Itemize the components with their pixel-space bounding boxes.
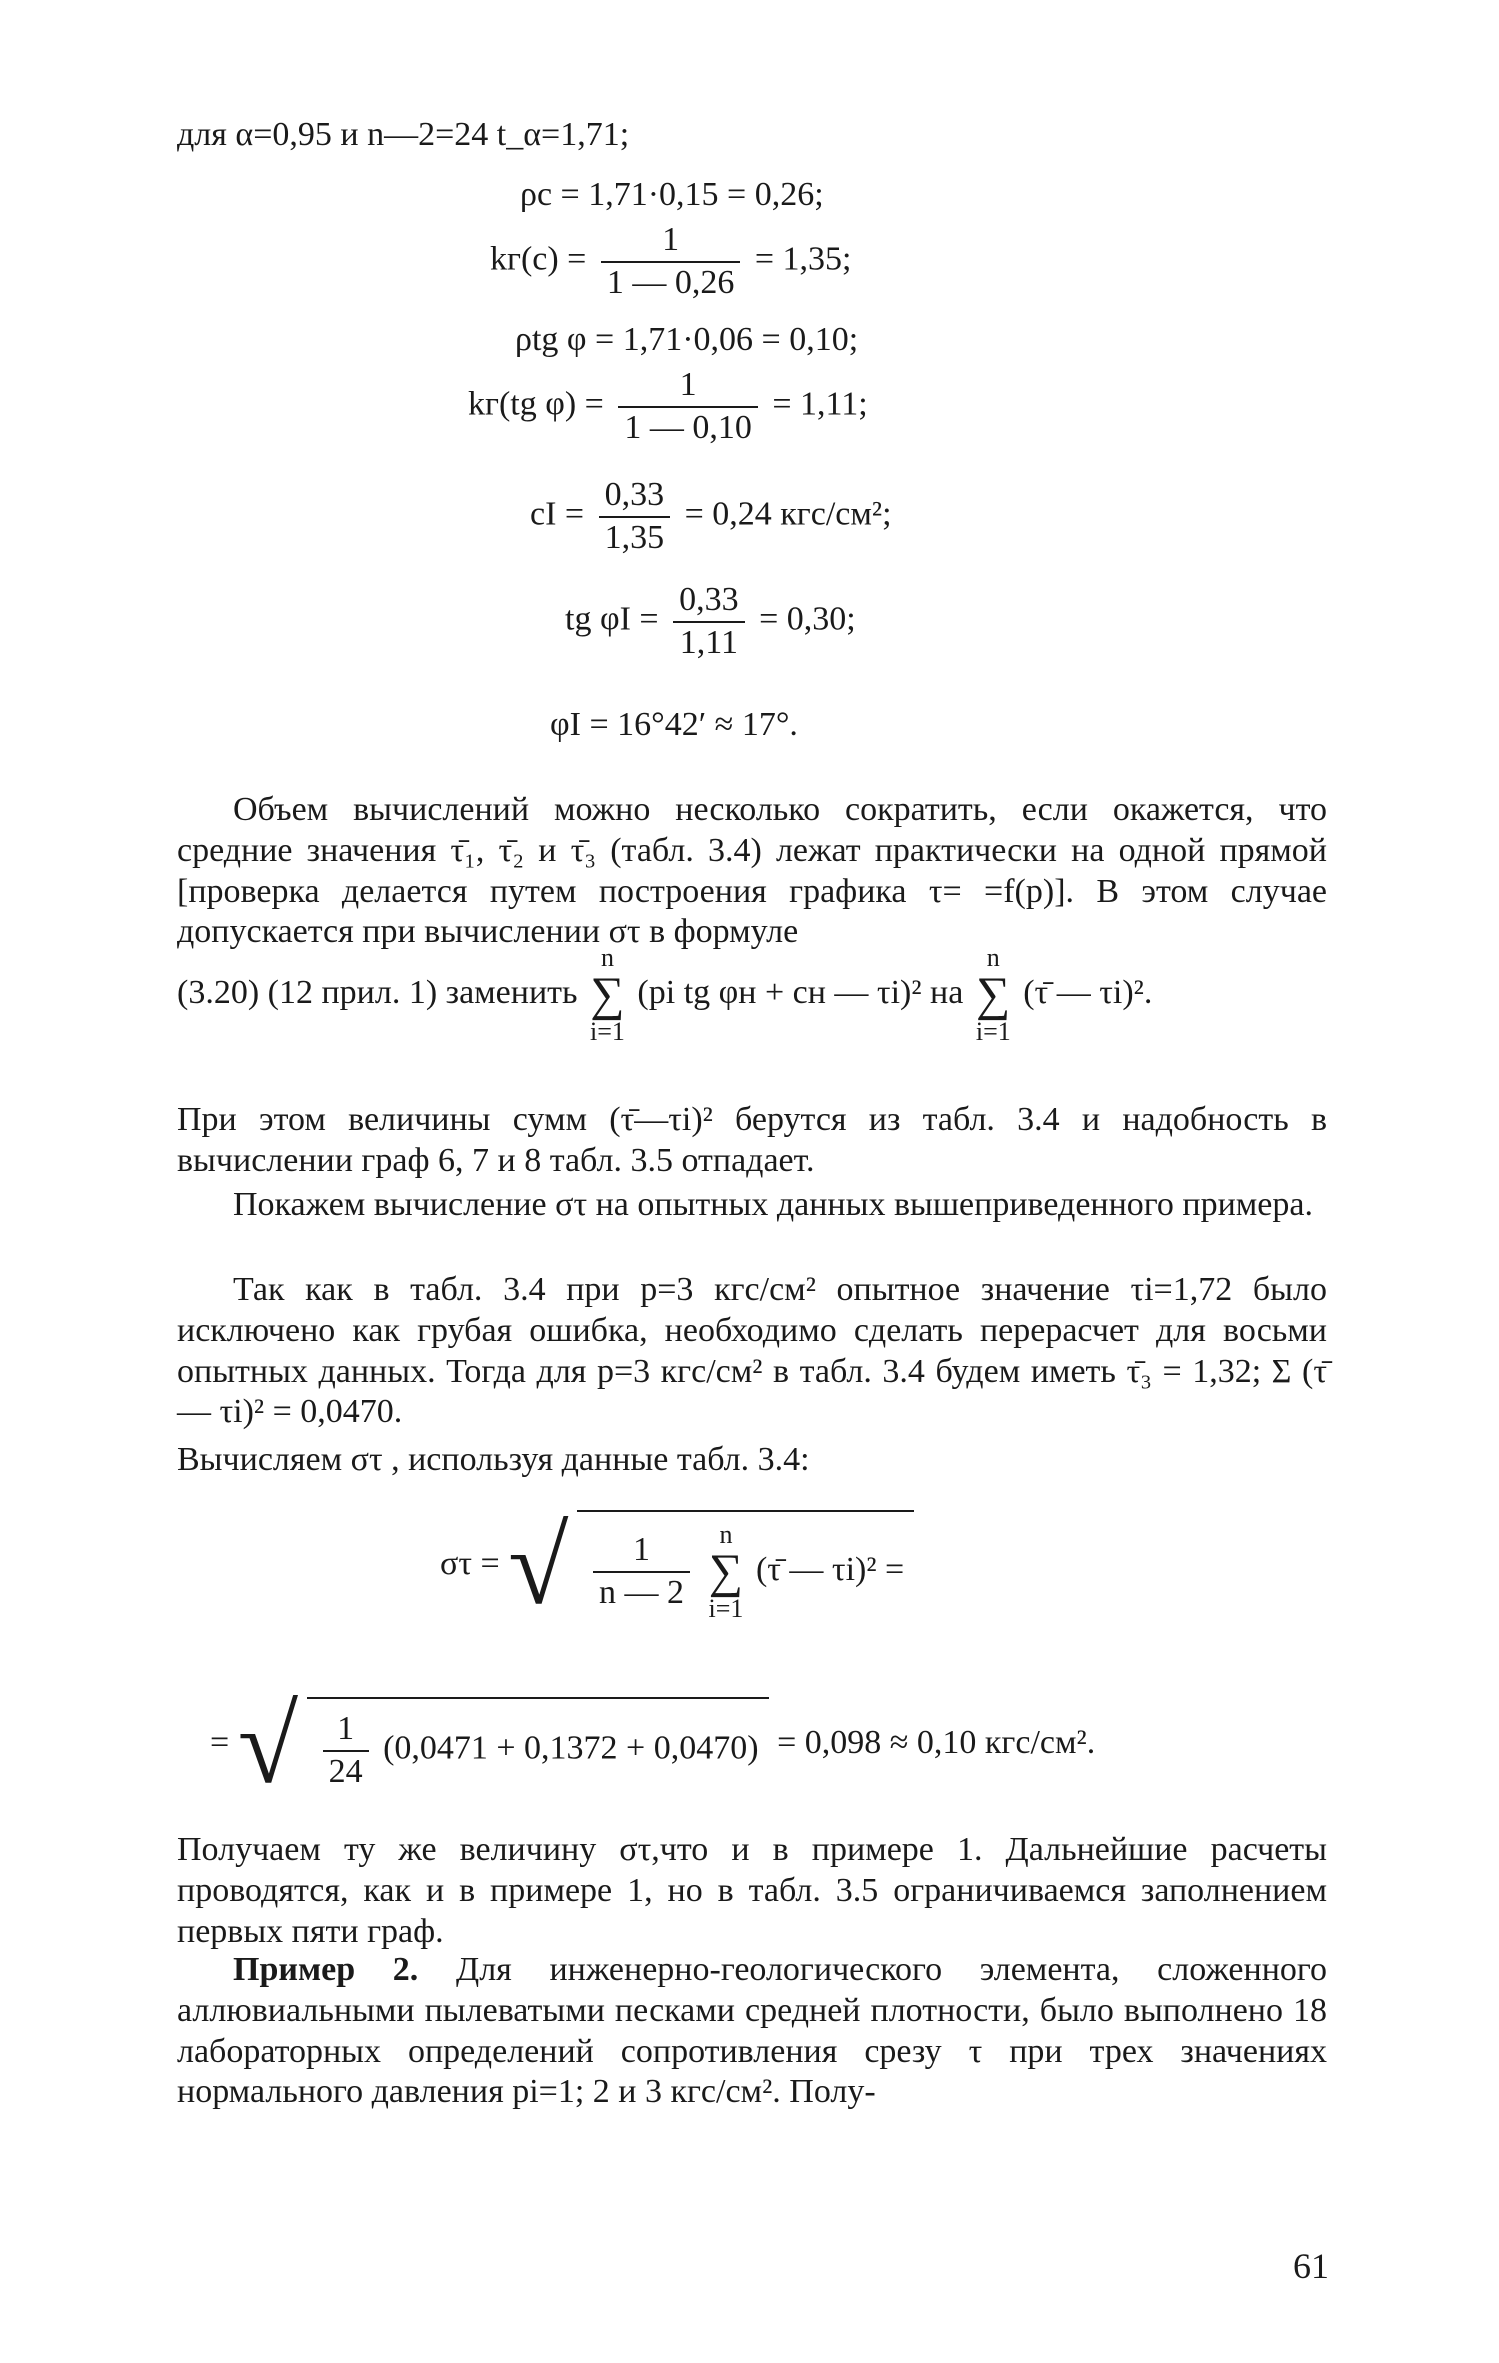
sqrt2-rhs: = 0,098 ≈ 0,10 кгс/см². (777, 1723, 1096, 1761)
sum-upper-limit: n (719, 1520, 733, 1549)
sqrt2-term: (0,0471 + 0,1372 + 0,0470) (383, 1729, 759, 1767)
sum-lower-limit: i=1 (975, 1017, 1011, 1046)
eq-lhs: tg φI = (565, 600, 659, 638)
header-line: для α=0,95 и n—2=24 t_α=1,71; (177, 116, 630, 153)
equation-k-tg (468, 365, 868, 449)
eq-rhs: = 0,24 кгс/см²; (684, 495, 892, 533)
sqrt1-term: (τ̄ — τi)² = (755, 1550, 905, 1588)
equation-c1 (530, 475, 892, 559)
equation-rho-c: ρc = 1,71·0,15 = 0,26; (520, 176, 824, 213)
equation-rho-tg: ρtg φ = 1,71·0,06 = 0,10; (515, 321, 859, 358)
sigma-glyph: ∑ (590, 968, 625, 1021)
equation-k-c (490, 220, 851, 304)
sqrt-formula-2 (210, 1684, 1096, 1806)
sigma-glyph: ∑ (708, 1545, 744, 1598)
sum-term-2: (τ̄ — τi)². (1023, 973, 1153, 1011)
sum-lower-limit: i=1 (590, 1017, 625, 1046)
fraction-numerator: 1 (662, 221, 680, 258)
fraction-numerator: 0,33 (679, 581, 739, 618)
sum-lower-limit: i=1 (708, 1594, 744, 1623)
formula-prefix: (3.20) (12 прил. 1) заменить (177, 973, 578, 1011)
sum-symbol (976, 945, 1011, 1045)
fraction (593, 1530, 690, 1614)
fraction-denominator: 24 (323, 1750, 369, 1793)
eq-rhs: = 1,11; (772, 385, 868, 423)
page-number: 61 (1293, 2246, 1329, 2286)
radicand (577, 1510, 914, 1622)
paragraph-1: Объем вычислений можно несколько сократить, если окажется, что средние значения τ̄₁, τ̄₂ и τ̄₃ (табл. 3.4) лежат практически на одной прямой [проверка делается путем построения графика τ= =f(p)]. В этом случае допускается при вычислении στ в формуле (177, 791, 1327, 951)
fraction-denominator: n — 2 (593, 1571, 690, 1614)
paragraph-7 (177, 1950, 1327, 2113)
fraction (618, 365, 758, 449)
paragraph-6: Получаем ту же величину στ,что и в примере 1. Дальнейшие расчеты проводятся, как и в примере 1, но в табл. 3.5 ограничиваемся заполнением первых пяти граф. (177, 1831, 1327, 1950)
formula-middle: на (930, 973, 964, 1011)
paragraph-7-text: Для инженерно-геологического элемента, сложенного аллювиальными пылеватыми песками средней плотности, было выполнено 18 лабораторных определений сопротивления срезу τ при трех значениях нормального давления pi=1; 2 и 3 кгс/см². Полу- (177, 1951, 1327, 2111)
eq-rhs: = 0,30; (759, 600, 856, 638)
fraction-numerator: 1 (633, 1531, 651, 1569)
eq-lhs: cI = (530, 495, 585, 533)
sum-symbol (709, 1522, 744, 1622)
paragraph-2: При этом величины сумм (τ̄—τi)² берутся из табл. 3.4 и надобность в вычислении граф 6, 7 и 8 табл. 3.5 отпадает. (177, 1101, 1327, 1179)
radical-sign: √ (508, 1505, 569, 1627)
formula-3-20 (177, 945, 1327, 1045)
eq-rhs: = 1,35; (754, 240, 852, 278)
eq-lhs: kг(tg φ) = (468, 385, 604, 423)
sqrt2-lhs: = (210, 1723, 230, 1761)
fraction-denominator: 1,35 (599, 516, 671, 559)
fraction-numerator: 1 (679, 366, 697, 403)
fraction (673, 580, 745, 664)
sigma-glyph: ∑ (976, 968, 1011, 1021)
sum-upper-limit: n (600, 943, 614, 972)
fraction-denominator: 1 — 0,10 (618, 406, 758, 449)
example-label: Пример 2. (233, 1951, 419, 1988)
paragraph-3: Покажем вычисление στ на опытных данных вышеприведенного примера. (233, 1186, 1313, 1223)
fraction-denominator: 1 — 0,26 (601, 261, 741, 304)
sum-symbol (590, 945, 625, 1045)
sqrt-formula-1 (440, 1505, 914, 1627)
fraction (323, 1709, 369, 1793)
sum-upper-limit: n (986, 943, 1000, 972)
fraction (599, 475, 671, 559)
fraction (601, 220, 741, 304)
paragraph-4: Так как в табл. 3.4 при p=3 кгс/см² опытное значение τi=1,72 было исключено как грубая ошибка, необходимо сделать перерасчет для восьми опытных данных. Тогда для p=3 кгс/см² в табл. 3.4 будем иметь τ̄₃ = 1,32; Σ (τ̄ — τi)² = 0,0470. (177, 1271, 1327, 1431)
equation-tg-phi (565, 580, 856, 664)
radical-sign: √ (237, 1684, 299, 1806)
sum-term-1: (pi tg φн + cн — τi)² (637, 973, 922, 1011)
sqrt1-lhs: στ = (440, 1544, 500, 1582)
radicand (307, 1697, 769, 1793)
paragraph-5: Вычисляем στ , используя данные табл. 3.4: (177, 1441, 810, 1478)
equation-phi: φI = 16°42′ ≈ 17°. (550, 706, 798, 743)
fraction-numerator: 1 (337, 1710, 355, 1748)
eq-lhs: kг(c) = (490, 240, 587, 278)
fraction-denominator: 1,11 (673, 621, 745, 664)
fraction-numerator: 0,33 (604, 476, 665, 513)
